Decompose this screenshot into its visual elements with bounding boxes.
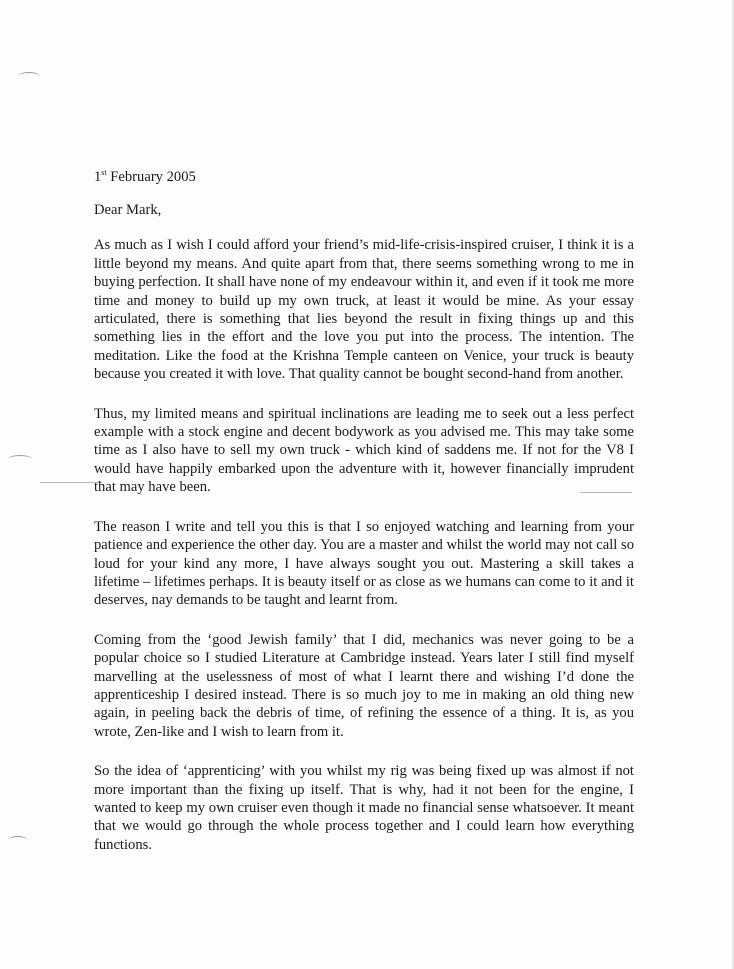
paragraph-1: As much as I wish I could afford your friend’s mid-life-crisis-inspired cruiser, I think it is a little beyond my means. And quite apart from that, there seems something wrong to me in buying perfection. It shall have none of my endeavour within it, and even if it took me more time and money to build up my own truck, at least it would be mine. As your essay articulated, there is something that lies beyond the result in fixing things up and this something lies in the effort and the love you put into the process. The intention. The meditation. Like the food at the Krishna Temple canteen on Venice, your truck is beauty because you created it with love. That quality cannot be bought second-hand from another.	[94, 237, 634, 383]
paragraph-4: Coming from the ‘good Jewish family’ that I did, mechanics was never going to be a popular choice so I studied Literature at Cambridge instead. Years later I still find myself marvelling at the uselessness of most of what I learnt there and wishing I’d done the apprenticeship I desired instead. There is so much joy to me in making an old thing new again, in peeling back the debris of time, of refining the essence of a thing. It is, as you wrote, Zen-like and I wish to learn from it.	[94, 631, 634, 740]
scan-mark-middle	[8, 455, 32, 464]
letter-date	[94, 168, 634, 186]
salutation: Dear Mark,	[94, 202, 162, 218]
paragraph-5: So the idea of ‘apprenticing’ with you whilst my rig was being fixed up was almost if not more important than the fixing up itself. That is why, had it not been for the engine, I wanted to keep my own cruiser even though it made no financial sense whatsoever. It meant that we would go through the whole process together and I could learn how everything functions.	[94, 763, 634, 853]
scan-line-left	[40, 482, 102, 483]
scan-mark-top	[18, 72, 40, 81]
date-month-year: February 2005	[106, 169, 196, 185]
scan-mark-bottom	[8, 836, 28, 845]
date-suffix: st	[101, 168, 107, 177]
paragraph-2: Thus, my limited means and spiritual inclinations are leading me to seek out a less perfect example with a stock engine and decent bodywork as you advised me. This may take some time as I also have to sell my own truck - which kind of saddens me. If not for the V8 I would have happily embarked upon the adventure with it, however financially imprudent that may have been.	[94, 405, 634, 496]
date-day: 1	[94, 169, 102, 185]
letter-body	[94, 168, 634, 854]
paragraph-3: The reason I write and tell you this is that I so enjoyed watching and learning from your patience and experience the other day. You are a master and whilst the world may not call so loud for your kind any more, I have always sought you out. Mastering a skill takes a lifetime – lifetimes perhaps. It is beauty itself or as close as we humans can come to it and it deserves, nay demands to be taught and learnt from.	[94, 518, 634, 609]
